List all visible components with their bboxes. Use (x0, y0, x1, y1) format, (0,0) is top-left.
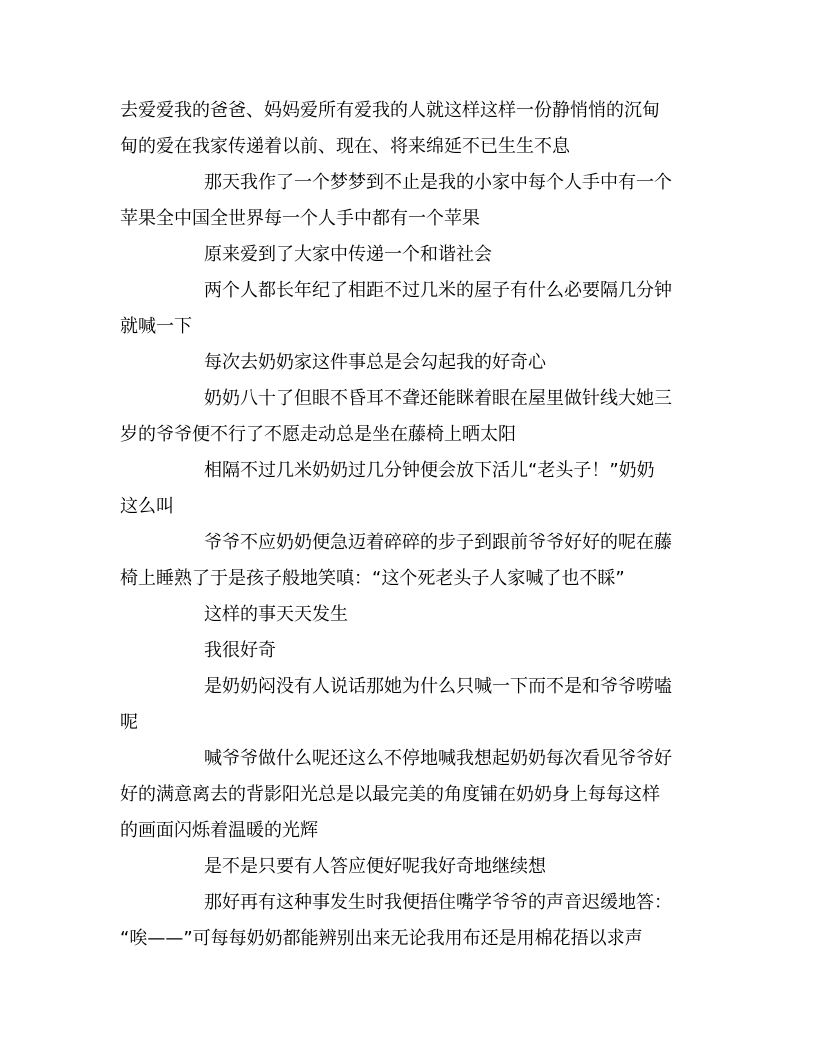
paragraph-start-line: 这样的事天天发生 (204, 604, 348, 625)
document-body (120, 93, 696, 957)
paragraph-start-line: 喊爷爷做什么呢还这么不停地喊我想起奶奶每次看见爷爷好 (204, 748, 672, 769)
paragraph-start-line: 两个人都长年纪了相距不过几米的屋子有什么必要隔几分钟 (204, 280, 672, 301)
text-line: 岁的爷爷便不行了不愿走动总是坐在藤椅上晒太阳 (120, 424, 516, 445)
paragraph-start-line: 那好再有这种事发生时我便捂住嘴学爷爷的声音迟缓地答： (204, 892, 672, 913)
text-line: 苹果全中国全世界每一个人手中都有一个苹果 (120, 208, 480, 229)
text-line: 椅上睡熟了于是孩子般地笑嗔：“这个死老头子人家喊了也不睬” (120, 568, 625, 589)
text-line: 甸的爱在我家传递着以前、现在、将来绵延不已生生不息 (120, 136, 570, 157)
text-line: “唉——”可每每奶奶都能辨别出来无论我用布还是用棉花捂以求声 (120, 928, 643, 949)
paragraph-start-line: 原来爱到了大家中传递一个和谐社会 (204, 244, 492, 265)
paragraph-start-line: 那天我作了一个梦梦到不止是我的小家中每个人手中有一个 (204, 172, 672, 193)
text-line: 好的满意离去的背影阳光总是以最完美的角度铺在奶奶身上每每这样 (120, 784, 660, 805)
paragraph-start-line: 我很好奇 (204, 640, 276, 661)
paragraph-start-line: 是不是只要有人答应便好呢我好奇地继续想 (204, 856, 546, 877)
text-line: 去爱爱我的爸爸、妈妈爱所有爱我的人就这样这样一份静悄悄的沉甸 (120, 100, 660, 121)
paragraph-start-line: 相隔不过几米奶奶过几分钟便会放下活儿“老头子！”奶奶 (204, 460, 655, 481)
paragraph-start-line: 爷爷不应奶奶便急迈着碎碎的步子到跟前爷爷好好的呢在藤 (204, 532, 672, 553)
text-line: 这么叫 (120, 496, 174, 517)
paragraph-start-line: 是奶奶闷没有人说话那她为什么只喊一下而不是和爷爷唠嗑 (204, 676, 672, 697)
text-line: 就喊一下 (120, 316, 192, 337)
text-line: 呢 (120, 712, 138, 733)
paragraph-start-line: 奶奶八十了但眼不昏耳不聋还能眯着眼在屋里做针线大她三 (204, 388, 672, 409)
paragraph-start-line: 每次去奶奶家这件事总是会勾起我的好奇心 (204, 352, 546, 373)
text-line: 的画面闪烁着温暖的光辉 (120, 820, 318, 841)
